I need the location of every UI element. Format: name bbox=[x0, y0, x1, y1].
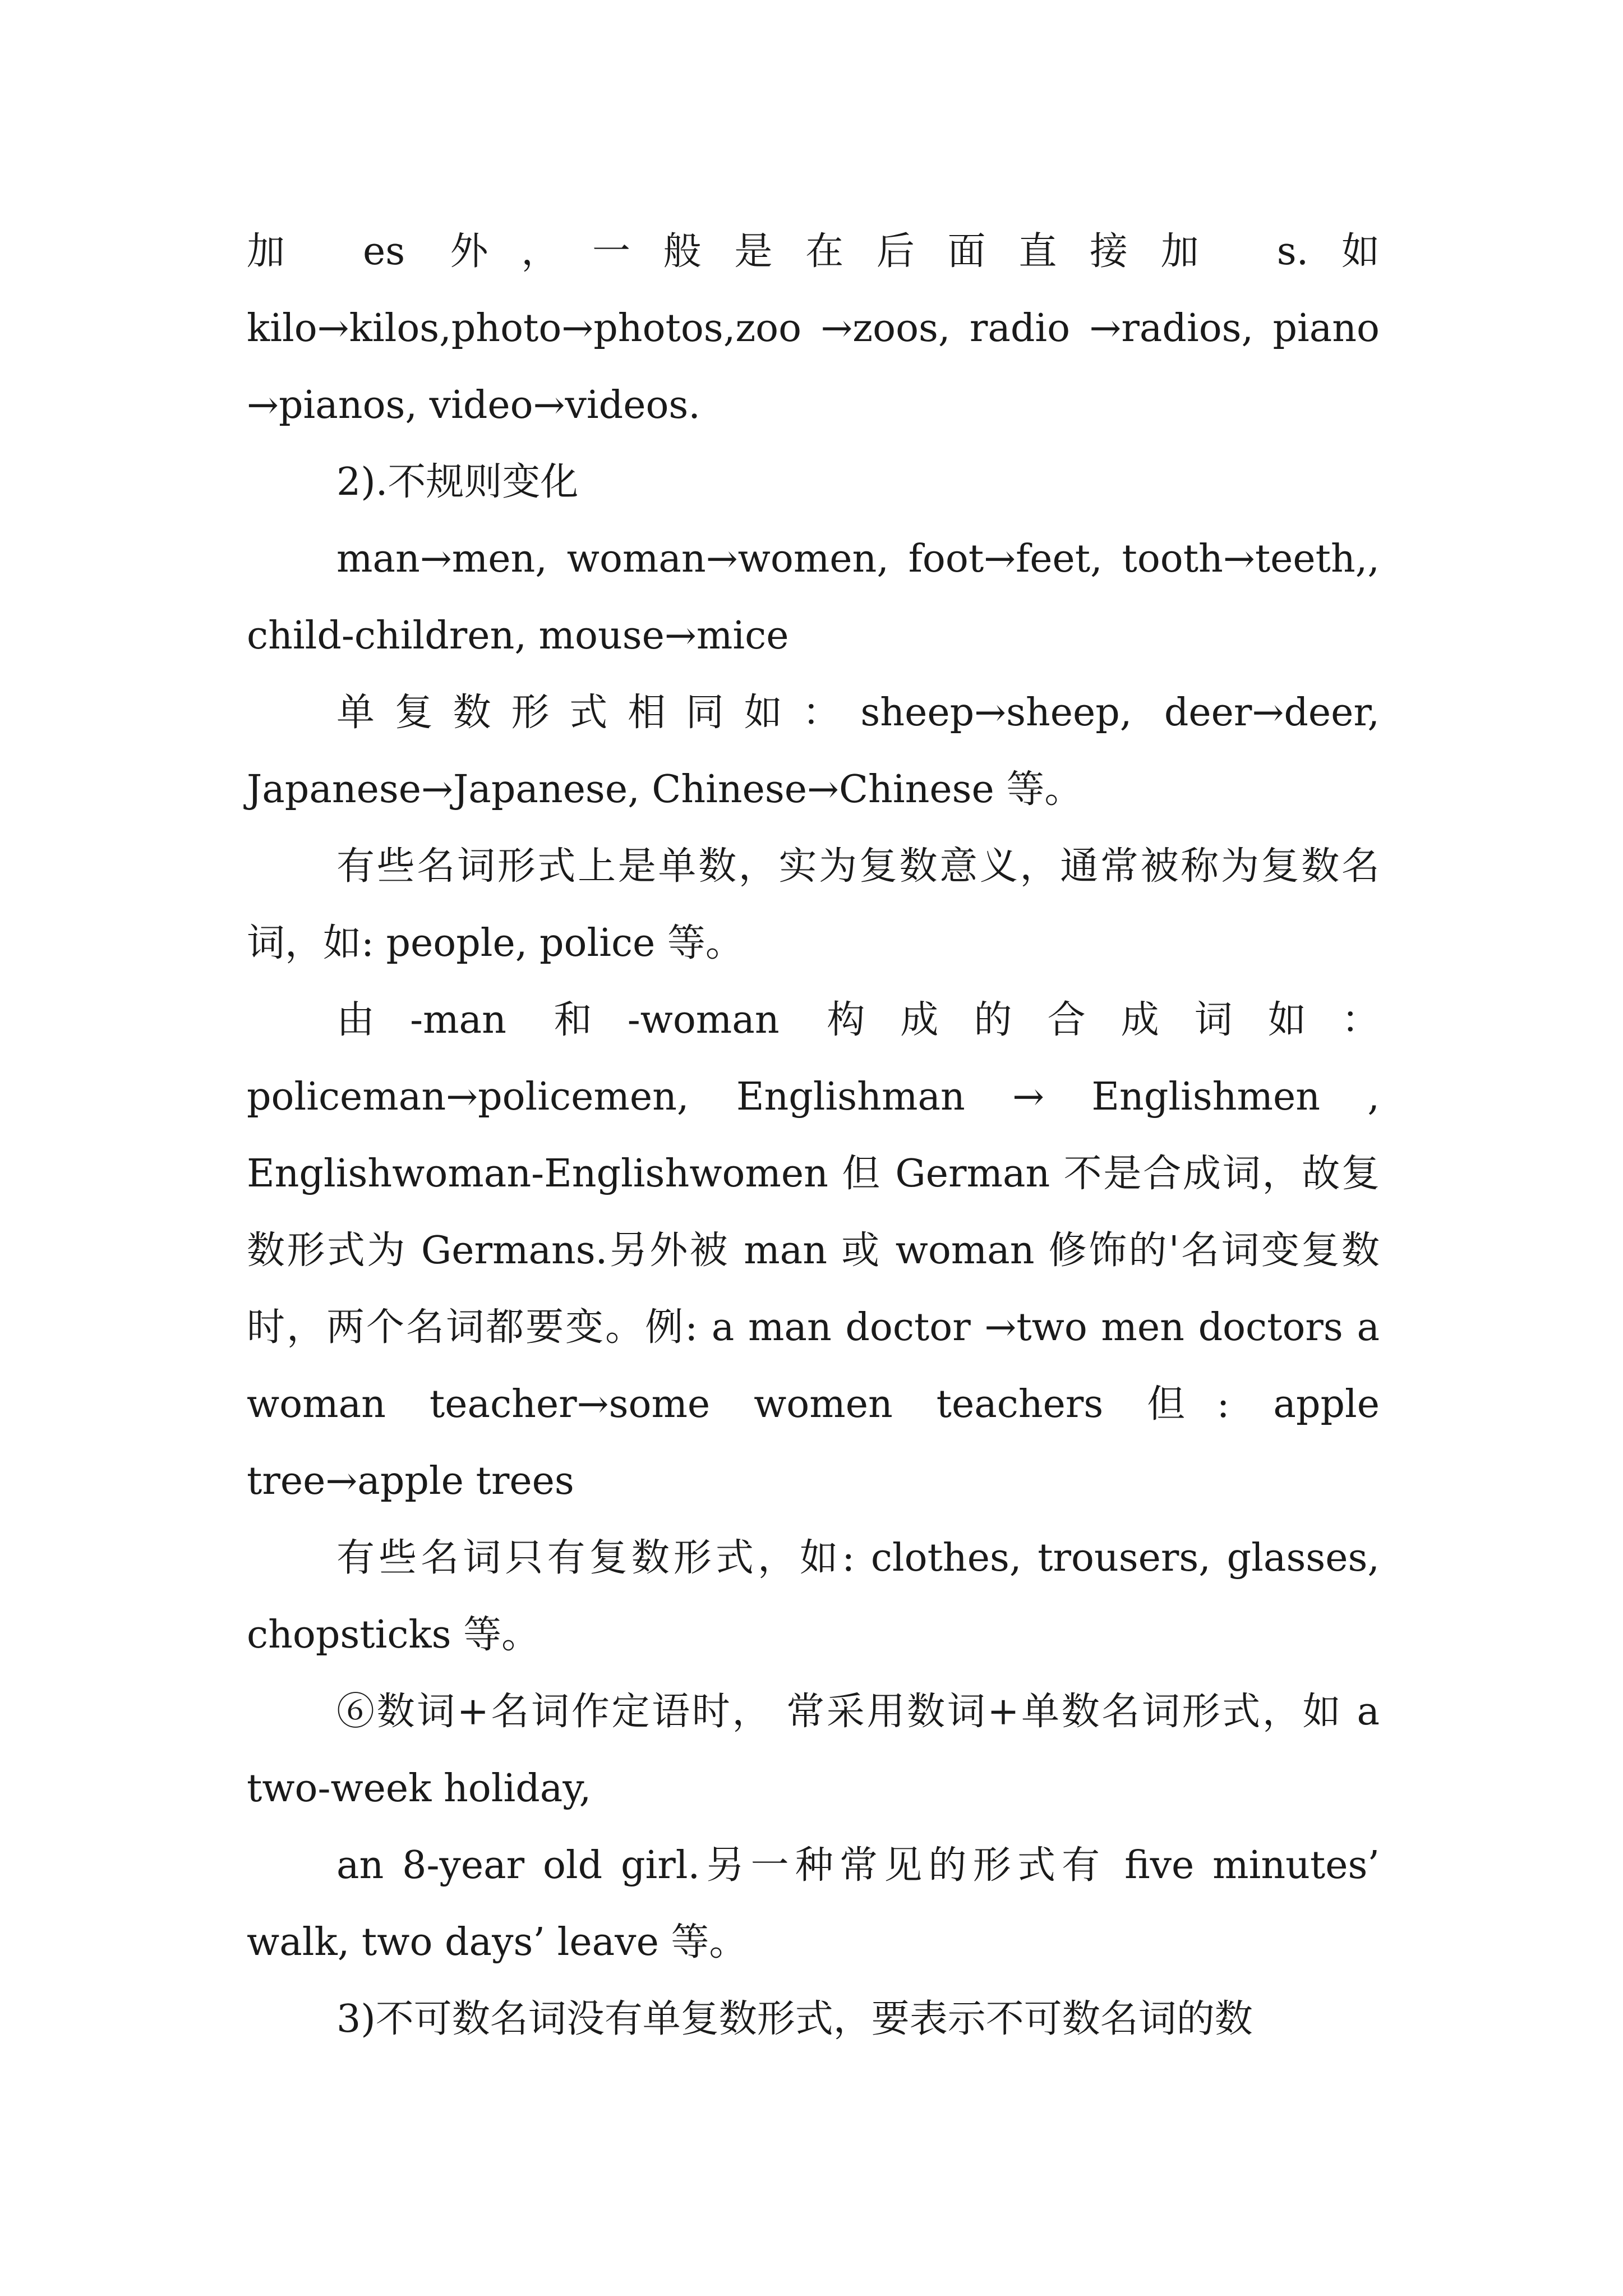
paragraph-10: 3)不可数名词没有单复数形式，要表示不可数名词的数 bbox=[336, 1997, 1253, 2041]
paragraph-4: 单复数形式相同如：sheep→sheep, deer→deer, Japanese→Japanese, Chinese→Chinese 等。 bbox=[247, 691, 1380, 812]
paragraph-8: ⑥数词+名词作定语时， 常采用数词+单数名词形式，如 a two-week holiday, bbox=[247, 1690, 1380, 1811]
paragraph-2: 2).不规则变化 bbox=[336, 460, 579, 504]
paragraph-7: 有些名词只有复数形式，如: clothes, trousers, glasses, chopsticks 等。 bbox=[247, 1536, 1380, 1657]
paragraph-9: an 8-year old girl.另一种常见的形式有 five minutes’ walk, two days’ leave 等。 bbox=[247, 1843, 1380, 1964]
paragraph-5: 有些名词形式上是单数，实为复数意义，通常被称为复数名词，如: people, police 等。 bbox=[247, 844, 1380, 965]
paragraph-1: 加 es 外，一般是在后面直接加 s.如 kilo→kilos,photo→photos,zoo →zoos, radio →radios, piano →pianos, video→videos. bbox=[247, 229, 1380, 427]
paragraph-6: 由-man 和-woman 构成的合成词如：policeman→policemen, Englishman → Englishmen , Englishwoman-Englishwomen 但 German 不是合成词，故复数形式为 Germans.另外被 man 或 woman 修饰的'名词变复数时，两个名词都要变。例: a man doctor →two men doctors a woman teacher→some women teachers 但: apple tree→apple trees bbox=[247, 998, 1380, 1503]
paragraph-3: man→men, woman→women, foot→feet, tooth→teeth,, child-children, mouse→mice bbox=[247, 537, 1380, 658]
document-body bbox=[247, 213, 1380, 2058]
